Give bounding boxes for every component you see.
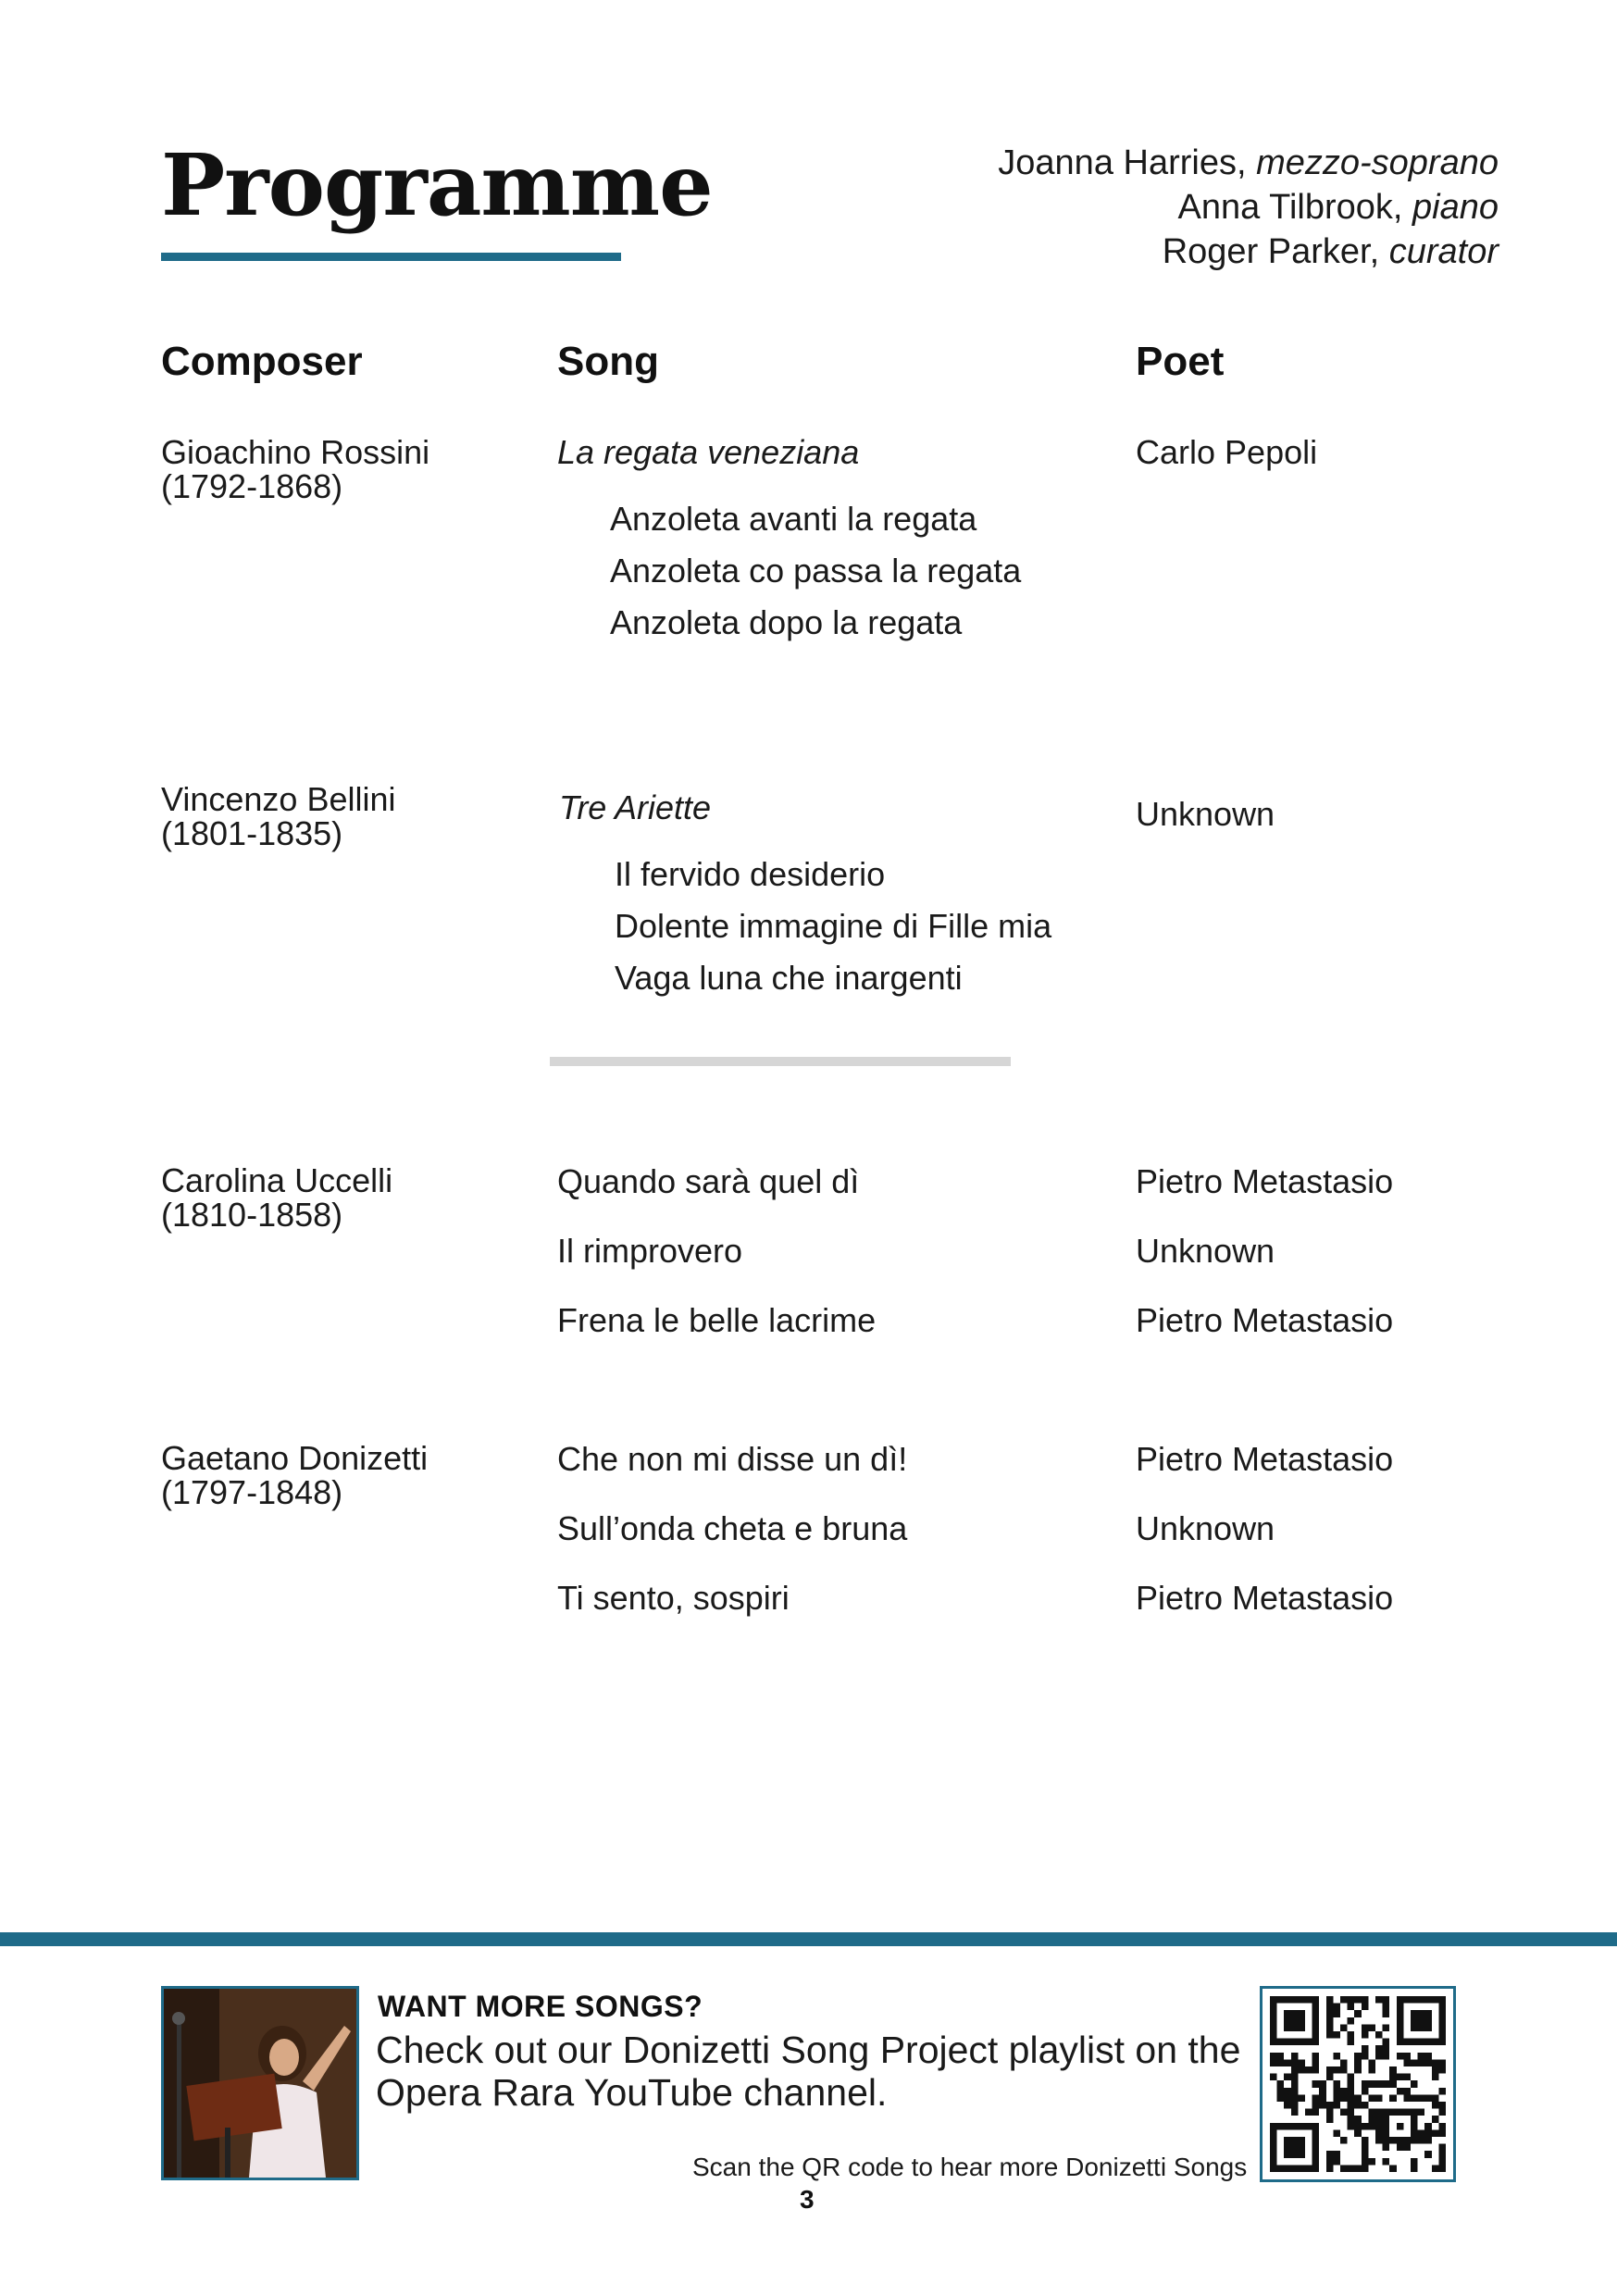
poet-name: Unknown <box>1136 1509 1275 1547</box>
song-title: Anzoleta dopo la regata <box>610 603 963 641</box>
performer-line <box>998 141 1499 185</box>
performer-line <box>998 185 1499 230</box>
poet-name: Pietro Metastasio <box>1136 1440 1394 1478</box>
performer-name: Joanna Harries, <box>998 143 1257 182</box>
composer-name: Vincenzo Bellini <box>161 780 396 818</box>
column-heading-poet: Poet <box>1136 339 1225 384</box>
song-title: Il rimprovero <box>557 1232 743 1270</box>
composer-years: (1792-1868) <box>161 467 343 505</box>
composer-name: Gioachino Rossini <box>161 433 430 471</box>
poet-name: Carlo Pepoli <box>1136 433 1318 471</box>
section-divider <box>550 1057 1011 1066</box>
column-heading-song: Song <box>557 339 659 384</box>
singer-photo-illustration <box>164 1989 356 2178</box>
song-title: Sull’onda cheta e bruna <box>557 1509 908 1547</box>
song-cycle-title: La regata veneziana <box>557 433 860 471</box>
qr-code-pattern <box>1270 1996 1446 2172</box>
footer-rule <box>0 1932 1617 1946</box>
column-heading-composer: Composer <box>161 339 363 384</box>
performers-list <box>998 141 1499 274</box>
song-title: Frena le belle lacrime <box>557 1301 877 1339</box>
poet-name: Unknown <box>1136 795 1275 833</box>
composer-name: Carolina Uccelli <box>161 1161 393 1199</box>
singer-photo <box>161 1986 359 2180</box>
poet-name: Unknown <box>1136 1232 1275 1270</box>
poet-name: Pietro Metastasio <box>1136 1579 1394 1617</box>
performer-line <box>998 230 1499 274</box>
song-title: Anzoleta co passa la regata <box>610 552 1022 590</box>
poet-name: Pietro Metastasio <box>1136 1301 1394 1339</box>
song-title: Anzoleta avanti la regata <box>610 500 977 538</box>
promo-heading: WANT MORE SONGS? <box>378 1990 703 2023</box>
composer-years: (1801-1835) <box>161 814 343 852</box>
song-cycle-title: Tre Ariette <box>559 788 712 826</box>
promo-text: Check out our Donizetti Song Project playlist on the Opera Rara YouTube channel. <box>376 2029 1241 2114</box>
song-title: Ti sento, sospiri <box>557 1579 790 1617</box>
page-number: 3 <box>800 2185 815 2214</box>
title-underline <box>161 253 621 261</box>
song-title: Il fervido desiderio <box>615 855 886 893</box>
performer-name: Anna Tilbrook, <box>1177 188 1413 227</box>
performer-role: mezzo-soprano <box>1256 143 1499 182</box>
page-title: Programme <box>161 135 713 235</box>
performer-name: Roger Parker, <box>1162 232 1389 271</box>
qr-code-icon[interactable] <box>1260 1986 1456 2182</box>
song-title: Che non mi disse un dì! <box>557 1440 908 1478</box>
composer-name: Gaetano Donizetti <box>161 1439 429 1477</box>
composer-years: (1810-1858) <box>161 1196 343 1234</box>
poet-name: Pietro Metastasio <box>1136 1162 1394 1200</box>
song-title: Vaga luna che inargenti <box>615 959 963 997</box>
composer-years: (1797-1848) <box>161 1473 343 1511</box>
qr-caption: Scan the QR code to hear more Donizetti Songs <box>692 2153 1248 2181</box>
performer-role: curator <box>1388 232 1499 271</box>
performer-role: piano <box>1412 188 1499 227</box>
song-title: Dolente immagine di Fille mia <box>615 907 1052 945</box>
song-title: Quando sarà quel dì <box>557 1162 860 1200</box>
